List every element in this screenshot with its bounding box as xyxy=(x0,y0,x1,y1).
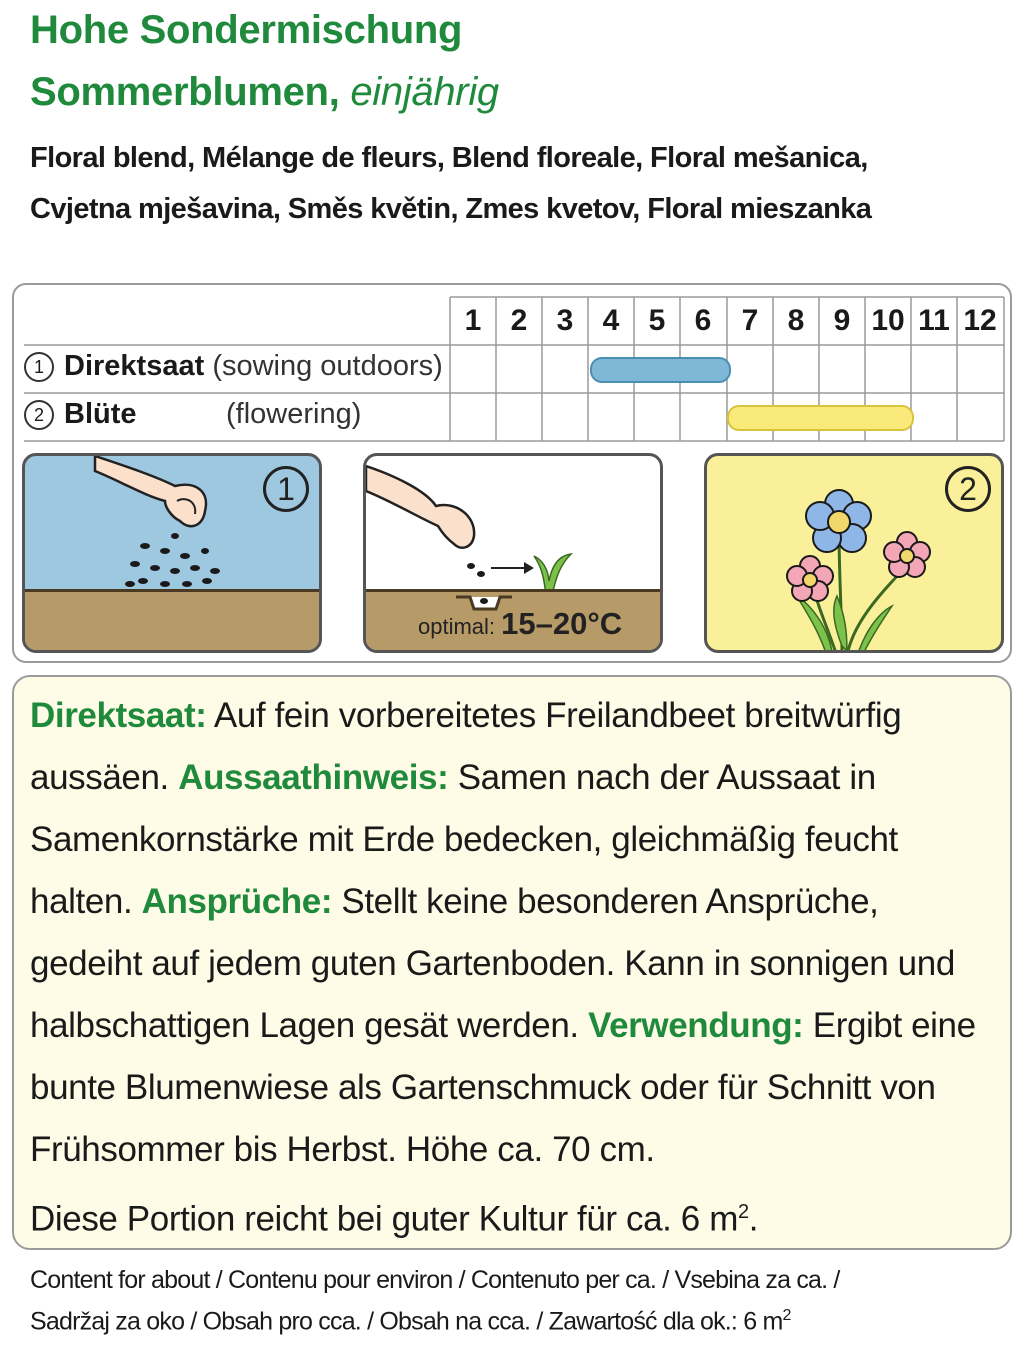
blue-flower-icon xyxy=(806,490,871,552)
description-text-run: Frühsommer bis Herbst. Höhe ca. 70 cm. xyxy=(30,1130,655,1169)
content-amount-line1: Content for about / Contenu pour environ / Contenuto per ca. / Vsebina za ca. / xyxy=(30,1266,840,1294)
germination-illustration xyxy=(363,453,663,653)
keyword-ansprueche: Ansprüche: xyxy=(141,882,333,921)
step-number-badge: 2 xyxy=(945,466,991,512)
subtitle-main: Sommerblumen xyxy=(30,70,329,114)
translated-names-line1: Floral blend, Mélange de fleurs, Blend floreale, Floral mešanica, xyxy=(30,142,868,174)
month-label: 8 xyxy=(787,304,805,337)
row-label-de: Direktsaat xyxy=(64,350,205,382)
description-text-run: Samen nach der Aussaat in xyxy=(448,758,876,797)
flowering-illustration xyxy=(704,453,1004,653)
subtitle-note: einjährig xyxy=(350,70,499,114)
translated-names-line2: Cvjetna mješavina, Směs květin, Zmes kvetov, Floral mieszanka xyxy=(30,193,872,225)
sowing-period-bar xyxy=(590,357,731,383)
sowing-illustration xyxy=(22,453,322,653)
month-label: 11 xyxy=(918,304,950,337)
month-label: 12 xyxy=(963,304,997,337)
description-text-run: Ergibt eine xyxy=(803,1006,976,1045)
description-text-run: halbschattigen Lagen gesät werden. xyxy=(30,1006,589,1045)
content-amount-line2 xyxy=(30,1307,791,1336)
month-label: 4 xyxy=(602,304,620,337)
keyword-verwendung: Verwendung: xyxy=(588,1006,804,1045)
keyword-direktsaat: Direktsaat: xyxy=(30,696,207,735)
temperature-prefix: optimal: xyxy=(418,614,496,639)
month-label: 7 xyxy=(741,304,759,337)
row-label-en: (sowing outdoors) xyxy=(212,350,443,382)
calendar-row-flowering-label xyxy=(24,398,362,431)
row-label-de: Blüte xyxy=(64,398,137,430)
superscript-two: 2 xyxy=(782,1307,791,1324)
month-label: 6 xyxy=(694,304,712,337)
month-label: 10 xyxy=(871,304,905,337)
content-amount-text: Sadržaj za oko / Obsah pro cca. / Obsah na cca. / Zawartość dla ok.: 6 m xyxy=(30,1307,783,1336)
month-label: 2 xyxy=(510,304,528,337)
step-number-badge: 2 xyxy=(24,400,54,430)
description-text xyxy=(30,685,1005,1251)
description-text-run: . xyxy=(748,1199,759,1239)
product-title: Hohe Sondermischung xyxy=(30,8,463,52)
month-label: 5 xyxy=(648,304,666,337)
superscript-two: 2 xyxy=(737,1201,749,1223)
month-label: 3 xyxy=(556,304,574,337)
description-text-run: halten. xyxy=(30,882,142,921)
subtitle-separator: , xyxy=(328,70,340,114)
description-text-run: gedeiht auf jedem guten Gartenboden. Kann in sonnigen und xyxy=(30,944,955,983)
description-text-run: Diese Portion reicht bei guter Kultur für ca. 6 m xyxy=(30,1199,738,1239)
soil-layer xyxy=(25,589,319,650)
temperature-value: 15–20°C xyxy=(501,606,623,641)
month-label: 1 xyxy=(464,304,482,337)
calendar-row-sowing-label xyxy=(24,350,443,383)
calendar-grid xyxy=(0,0,1024,460)
optimal-temperature xyxy=(418,606,622,642)
step-number-badge: 1 xyxy=(263,466,309,512)
row-label-en: (flowering) xyxy=(226,398,362,430)
description-text-run: bunte Blumenwiese als Gartenschmuck oder für Schnitt von xyxy=(30,1068,936,1107)
month-label: 9 xyxy=(833,304,851,337)
description-text-run: aussäen. xyxy=(30,758,179,797)
description-text-run: Auf fein vorbereitetes Freilandbeet breitwürfig xyxy=(206,696,902,735)
flowering-period-bar xyxy=(727,405,914,431)
step-number-badge: 1 xyxy=(24,352,54,382)
description-text-run: Stellt keine besonderen Ansprüche, xyxy=(332,882,879,921)
description-text-run: Samenkornstärke mit Erde bedecken, gleichmäßig feucht xyxy=(30,820,898,859)
keyword-aussaathinweis: Aussaathinweis: xyxy=(178,758,449,797)
